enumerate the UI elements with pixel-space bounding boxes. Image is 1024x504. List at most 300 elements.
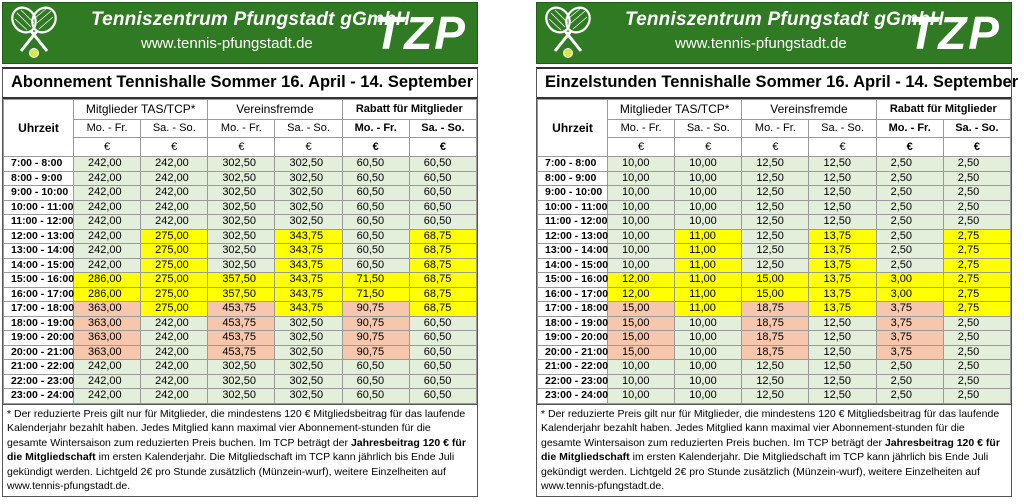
- price-cell: 3,00: [876, 287, 943, 302]
- time-slot: 15:00 - 16:00: [538, 273, 608, 288]
- price-cell: 12,50: [742, 215, 809, 230]
- table-row: [538, 215, 1011, 230]
- price-cell: 90,75: [342, 331, 409, 346]
- price-cell: 275,00: [141, 244, 208, 259]
- table-row: [4, 345, 477, 360]
- price-cell: 15,00: [608, 316, 675, 331]
- price-cell: 12,50: [809, 360, 876, 375]
- crossed-tennis-rackets-ball-icon: [7, 5, 61, 59]
- weekend-header: Sa. - So.: [275, 120, 342, 138]
- price-cell: 242,00: [141, 316, 208, 331]
- table-row: [4, 316, 477, 331]
- footnote-highlight: Jahresbeitrag 120 € für die Mitgliedschaft: [541, 436, 1000, 464]
- price-cell: 302,50: [208, 229, 275, 244]
- table-row: [538, 273, 1011, 288]
- footnote: [537, 404, 1011, 497]
- price-cell: 2,75: [943, 273, 1010, 288]
- price-cell: 18,75: [742, 345, 809, 360]
- time-slot: 19:00 - 20:00: [538, 331, 608, 346]
- price-cell: 11,00: [675, 302, 742, 317]
- time-slot: 9:00 - 10:00: [538, 186, 608, 201]
- table-row: [4, 389, 477, 404]
- price-cell: 12,00: [608, 273, 675, 288]
- table-row: [538, 316, 1011, 331]
- time-slot: 21:00 - 22:00: [4, 360, 74, 375]
- time-slot: 10:00 - 11:00: [538, 200, 608, 215]
- time-slot: 16:00 - 17:00: [4, 287, 74, 302]
- time-slot: 13:00 - 14:00: [4, 244, 74, 259]
- price-cell: 60,50: [409, 171, 476, 186]
- price-panel-subscription: [2, 2, 478, 502]
- price-cell: 18,75: [742, 302, 809, 317]
- price-cell: 302,50: [208, 389, 275, 404]
- sheet-title: Einzelstunden Tennishalle Sommer 16. April - 14. September: [537, 69, 1011, 99]
- table-row: [4, 273, 477, 288]
- price-cell: 363,00: [74, 316, 141, 331]
- weekday-header: Mo. - Fr.: [608, 120, 675, 138]
- price-cell: 453,75: [208, 345, 275, 360]
- footnote-highlight: Jahresbeitrag 120 € für die Mitgliedschaft: [7, 436, 466, 464]
- non-members-header: Vereinsfremde: [208, 100, 342, 120]
- price-cell: 242,00: [141, 389, 208, 404]
- discount-header: Rabatt für Mitglieder: [342, 100, 476, 120]
- time-slot: 12:00 - 13:00: [4, 229, 74, 244]
- price-cell: 3,75: [876, 302, 943, 317]
- weekend-header: Sa. - So.: [141, 120, 208, 138]
- price-cell: 302,50: [275, 200, 342, 215]
- price-cell: 2,50: [876, 360, 943, 375]
- price-cell: 12,50: [809, 374, 876, 389]
- price-cell: 12,50: [809, 331, 876, 346]
- weekend-header: Sa. - So.: [409, 120, 476, 138]
- price-cell: 2,50: [876, 200, 943, 215]
- price-cell: 10,00: [675, 316, 742, 331]
- price-cell: 302,50: [275, 157, 342, 172]
- price-cell: 10,00: [675, 215, 742, 230]
- price-cell: 12,50: [742, 157, 809, 172]
- price-cell: 13,75: [809, 258, 876, 273]
- price-cell: 2,50: [943, 200, 1010, 215]
- table-row: [4, 287, 477, 302]
- discount-header: Rabatt für Mitglieder: [876, 100, 1010, 120]
- price-cell: 60,50: [342, 258, 409, 273]
- crossed-tennis-rackets-ball-icon: [541, 5, 595, 59]
- price-cell: 302,50: [275, 316, 342, 331]
- currency-label: €: [74, 138, 141, 157]
- footnote-text: * Der reduzierte Preis gilt nur für Mitglieder, die mindestens 120 € Mitgliedsbeitrag für das laufende Kalenderjahr bezahlt haben. Jedes Mitglied kann maximal vier Abonnement-stunden für die gesamte Wintersaison zum reduzierten Preis buchen. Im TCP beträgt der: [7, 407, 466, 449]
- price-cell: 10,00: [675, 360, 742, 375]
- price-cell: 302,50: [275, 345, 342, 360]
- table-row: [4, 244, 477, 259]
- price-cell: 2,50: [876, 389, 943, 404]
- currency-label: €: [943, 138, 1010, 157]
- price-cell: 242,00: [74, 389, 141, 404]
- price-cell: 12,50: [742, 244, 809, 259]
- price-cell: 60,50: [342, 171, 409, 186]
- price-cell: 15,00: [742, 287, 809, 302]
- price-cell: 12,50: [809, 345, 876, 360]
- time-header: Uhrzeit: [4, 100, 74, 157]
- price-cell: 2,75: [943, 258, 1010, 273]
- table-row: [538, 186, 1011, 201]
- currency-label: €: [409, 138, 476, 157]
- price-cell: 242,00: [141, 171, 208, 186]
- price-cell: 2,50: [943, 171, 1010, 186]
- price-cell: 13,75: [809, 273, 876, 288]
- table-row: [538, 258, 1011, 273]
- time-slot: 11:00 - 12:00: [4, 215, 74, 230]
- time-slot: 18:00 - 19:00: [4, 316, 74, 331]
- table-row: [538, 287, 1011, 302]
- price-cell: 2,50: [876, 171, 943, 186]
- price-cell: 90,75: [342, 345, 409, 360]
- price-cell: 286,00: [74, 287, 141, 302]
- price-cell: 10,00: [675, 345, 742, 360]
- price-cell: 2,50: [876, 244, 943, 259]
- price-cell: 453,75: [208, 331, 275, 346]
- price-cell: 242,00: [141, 360, 208, 375]
- price-cell: 12,50: [742, 360, 809, 375]
- price-cell: 12,00: [608, 287, 675, 302]
- price-cell: 242,00: [141, 200, 208, 215]
- price-cell: 302,50: [208, 360, 275, 375]
- time-slot: 10:00 - 11:00: [4, 200, 74, 215]
- price-cell: 302,50: [275, 331, 342, 346]
- price-cell: 242,00: [74, 374, 141, 389]
- table-row: [4, 258, 477, 273]
- table-row: [4, 331, 477, 346]
- price-cell: 302,50: [208, 258, 275, 273]
- price-sheet: [536, 67, 1019, 497]
- price-cell: 60,50: [342, 244, 409, 259]
- price-cell: 343,75: [275, 273, 342, 288]
- price-cell: 68,75: [409, 273, 476, 288]
- price-cell: 302,50: [275, 389, 342, 404]
- club-abbreviation: TZP: [908, 7, 1001, 59]
- price-cell: 2,50: [943, 374, 1010, 389]
- price-cell: 2,50: [876, 374, 943, 389]
- price-cell: 3,75: [876, 316, 943, 331]
- time-slot: 23:00 - 24:00: [4, 389, 74, 404]
- table-row: [4, 215, 477, 230]
- currency-label: €: [208, 138, 275, 157]
- price-cell: 453,75: [208, 302, 275, 317]
- footnote-text: * Der reduzierte Preis gilt nur für Mitglieder, die mindestens 120 € Mitgliedsbeitrag für das laufende Kalenderjahr bezahlt haben. Jedes Mitglied kann maximal vier Abonnement-stunden für die gesamte Wintersaison zum reduzierten Preis buchen. Im TCP beträgt der: [541, 407, 1000, 449]
- price-cell: 302,50: [275, 215, 342, 230]
- price-cell: 302,50: [208, 374, 275, 389]
- table-row: [4, 374, 477, 389]
- price-cell: 71,50: [342, 273, 409, 288]
- price-cell: 60,50: [409, 200, 476, 215]
- weekday-header: Mo. - Fr.: [876, 120, 943, 138]
- price-cell: 12,50: [742, 374, 809, 389]
- table-row: [4, 229, 477, 244]
- price-cell: 242,00: [141, 186, 208, 201]
- price-panel-single-hours: [536, 2, 1019, 502]
- price-cell: 242,00: [74, 171, 141, 186]
- price-cell: 18,75: [742, 316, 809, 331]
- club-url: www.tennis-pfungstadt.de: [141, 35, 313, 52]
- price-cell: 242,00: [74, 186, 141, 201]
- non-members-header: Vereinsfremde: [742, 100, 876, 120]
- time-slot: 7:00 - 8:00: [538, 157, 608, 172]
- table-row: [4, 302, 477, 317]
- price-cell: 302,50: [208, 171, 275, 186]
- price-cell: 68,75: [409, 258, 476, 273]
- price-cell: 11,00: [675, 229, 742, 244]
- price-cell: 90,75: [342, 316, 409, 331]
- club-abbreviation: TZP: [374, 7, 467, 59]
- price-cell: 15,00: [742, 273, 809, 288]
- price-cell: 2,50: [943, 157, 1010, 172]
- currency-label: €: [876, 138, 943, 157]
- time-slot: 8:00 - 9:00: [538, 171, 608, 186]
- members-header: Mitglieder TAS/TCP*: [608, 100, 742, 120]
- price-cell: 10,00: [608, 258, 675, 273]
- club-url: www.tennis-pfungstadt.de: [675, 35, 847, 52]
- price-cell: 10,00: [608, 171, 675, 186]
- footnote-text: im ersten Kalenderjahr. Die Mitgliedschaft im TCP kann jährlich bis Ende Juli gekündigt werden. Lichtgeld 2€ pro Stunde zusätzlich (Münzein-wurf), weitere Einzelheiten auf www.tennis-pfungstadt.de.: [541, 451, 989, 493]
- price-cell: 275,00: [141, 273, 208, 288]
- currency-label: €: [275, 138, 342, 157]
- price-cell: 363,00: [74, 331, 141, 346]
- price-cell: 15,00: [608, 302, 675, 317]
- time-slot: 12:00 - 13:00: [538, 229, 608, 244]
- price-cell: 343,75: [275, 258, 342, 273]
- price-cell: 60,50: [342, 157, 409, 172]
- price-cell: 302,50: [208, 186, 275, 201]
- time-slot: 17:00 - 18:00: [538, 302, 608, 317]
- price-cell: 10,00: [608, 229, 675, 244]
- time-slot: 22:00 - 23:00: [538, 374, 608, 389]
- price-cell: 10,00: [608, 244, 675, 259]
- price-cell: 242,00: [74, 258, 141, 273]
- price-cell: 90,75: [342, 302, 409, 317]
- table-row: [538, 157, 1011, 172]
- price-cell: 242,00: [74, 215, 141, 230]
- price-cell: 60,50: [409, 331, 476, 346]
- price-cell: 302,50: [208, 200, 275, 215]
- table-row: [4, 157, 477, 172]
- price-cell: 15,00: [608, 345, 675, 360]
- price-cell: 12,50: [809, 389, 876, 404]
- price-cell: 12,50: [742, 389, 809, 404]
- price-cell: 11,00: [675, 287, 742, 302]
- time-slot: 17:00 - 18:00: [4, 302, 74, 317]
- price-cell: 302,50: [275, 171, 342, 186]
- price-cell: 242,00: [141, 345, 208, 360]
- weekday-header: Mo. - Fr.: [742, 120, 809, 138]
- price-cell: 60,50: [342, 215, 409, 230]
- price-cell: 10,00: [675, 374, 742, 389]
- price-cell: 10,00: [675, 200, 742, 215]
- price-cell: 12,50: [809, 171, 876, 186]
- table-row: [538, 345, 1011, 360]
- price-cell: 343,75: [275, 244, 342, 259]
- price-cell: 60,50: [342, 389, 409, 404]
- table-row: [538, 360, 1011, 375]
- price-cell: 2,75: [943, 287, 1010, 302]
- time-slot: 23:00 - 24:00: [538, 389, 608, 404]
- price-cell: 68,75: [409, 229, 476, 244]
- price-cell: 2,75: [943, 302, 1010, 317]
- price-cell: 60,50: [409, 316, 476, 331]
- price-cell: 453,75: [208, 316, 275, 331]
- price-cell: 68,75: [409, 287, 476, 302]
- price-cell: 68,75: [409, 302, 476, 317]
- table-row: [538, 171, 1011, 186]
- table-row: [4, 200, 477, 215]
- price-sheet: [2, 67, 478, 497]
- sheet-title: Abonnement Tennishalle Sommer 16. April - 14. September: [3, 69, 477, 99]
- price-cell: 18,75: [742, 331, 809, 346]
- price-cell: 2,50: [943, 186, 1010, 201]
- price-cell: 2,50: [943, 215, 1010, 230]
- price-cell: 2,50: [943, 331, 1010, 346]
- table-row: [4, 171, 477, 186]
- price-cell: 363,00: [74, 345, 141, 360]
- price-cell: 60,50: [409, 374, 476, 389]
- price-cell: 13,75: [809, 244, 876, 259]
- price-cell: 302,50: [208, 244, 275, 259]
- price-cell: 357,50: [208, 287, 275, 302]
- price-cell: 275,00: [141, 302, 208, 317]
- price-cell: 15,00: [608, 331, 675, 346]
- table-row: [538, 331, 1011, 346]
- price-cell: 2,50: [876, 229, 943, 244]
- price-cell: 13,75: [809, 287, 876, 302]
- table-row: [538, 374, 1011, 389]
- price-cell: 10,00: [675, 186, 742, 201]
- price-cell: 60,50: [409, 389, 476, 404]
- table-row: [538, 302, 1011, 317]
- table-row: [538, 244, 1011, 259]
- price-cell: 12,50: [742, 171, 809, 186]
- price-table: [3, 99, 477, 404]
- footnote-text: im ersten Kalenderjahr. Die Mitgliedschaft im TCP kann jährlich bis Ende Juli gekündigt werden. Lichtgeld 2€ pro Stunde zusätzlich (Münzein-wurf), weitere Einzelheiten auf www.tennis-pfungstadt.de.: [7, 451, 455, 493]
- table-row: [4, 360, 477, 375]
- currency-label: €: [342, 138, 409, 157]
- price-cell: 12,50: [809, 316, 876, 331]
- price-cell: 10,00: [675, 331, 742, 346]
- price-cell: 2,50: [943, 360, 1010, 375]
- time-slot: 8:00 - 9:00: [4, 171, 74, 186]
- footnote: [3, 404, 477, 497]
- time-slot: 11:00 - 12:00: [538, 215, 608, 230]
- time-slot: 9:00 - 10:00: [4, 186, 74, 201]
- price-cell: 242,00: [74, 157, 141, 172]
- price-cell: 12,50: [742, 186, 809, 201]
- price-cell: 10,00: [608, 215, 675, 230]
- price-cell: 302,50: [275, 186, 342, 201]
- price-cell: 302,50: [275, 360, 342, 375]
- time-slot: 18:00 - 19:00: [538, 316, 608, 331]
- price-cell: 2,75: [943, 244, 1010, 259]
- table-row: [4, 186, 477, 201]
- currency-label: €: [608, 138, 675, 157]
- price-cell: 363,00: [74, 302, 141, 317]
- price-cell: 242,00: [141, 157, 208, 172]
- price-cell: 3,75: [876, 331, 943, 346]
- club-name: Tenniszentrum Pfungstadt gGmbH: [91, 9, 410, 30]
- weekend-header: Sa. - So.: [943, 120, 1010, 138]
- price-cell: 242,00: [74, 200, 141, 215]
- time-slot: 19:00 - 20:00: [4, 331, 74, 346]
- currency-label: €: [809, 138, 876, 157]
- price-cell: 343,75: [275, 287, 342, 302]
- price-cell: 11,00: [675, 258, 742, 273]
- price-cell: 60,50: [342, 229, 409, 244]
- price-cell: 242,00: [141, 331, 208, 346]
- club-banner: [2, 2, 478, 64]
- weekday-header: Mo. - Fr.: [342, 120, 409, 138]
- price-cell: 2,50: [943, 316, 1010, 331]
- price-cell: 11,00: [675, 273, 742, 288]
- price-cell: 2,50: [876, 186, 943, 201]
- time-slot: 7:00 - 8:00: [4, 157, 74, 172]
- price-table: [537, 99, 1011, 404]
- price-cell: 2,50: [943, 345, 1010, 360]
- price-cell: 10,00: [675, 171, 742, 186]
- price-cell: 302,50: [208, 157, 275, 172]
- price-cell: 60,50: [409, 157, 476, 172]
- price-cell: 10,00: [608, 200, 675, 215]
- table-row: [538, 229, 1011, 244]
- table-row: [538, 200, 1011, 215]
- time-slot: 13:00 - 14:00: [538, 244, 608, 259]
- price-cell: 10,00: [608, 157, 675, 172]
- price-cell: 12,50: [742, 229, 809, 244]
- price-cell: 71,50: [342, 287, 409, 302]
- time-slot: 16:00 - 17:00: [538, 287, 608, 302]
- weekday-header: Mo. - Fr.: [74, 120, 141, 138]
- price-cell: 242,00: [74, 244, 141, 259]
- currency-label: €: [742, 138, 809, 157]
- price-cell: 11,00: [675, 244, 742, 259]
- price-cell: 275,00: [141, 229, 208, 244]
- price-cell: 60,50: [409, 186, 476, 201]
- club-banner: [536, 2, 1012, 64]
- price-cell: 10,00: [675, 157, 742, 172]
- time-slot: 21:00 - 22:00: [538, 360, 608, 375]
- price-cell: 60,50: [342, 200, 409, 215]
- price-cell: 2,75: [943, 229, 1010, 244]
- price-cell: 275,00: [141, 258, 208, 273]
- price-cell: 12,50: [809, 200, 876, 215]
- price-cell: 242,00: [141, 215, 208, 230]
- price-cell: 10,00: [675, 389, 742, 404]
- price-cell: 2,50: [943, 389, 1010, 404]
- price-cell: 3,00: [876, 273, 943, 288]
- time-slot: 20:00 - 21:00: [4, 345, 74, 360]
- time-slot: 20:00 - 21:00: [538, 345, 608, 360]
- currency-label: €: [141, 138, 208, 157]
- members-header: Mitglieder TAS/TCP*: [74, 100, 208, 120]
- price-cell: 60,50: [409, 360, 476, 375]
- price-cell: 302,50: [208, 215, 275, 230]
- price-cell: 242,00: [74, 229, 141, 244]
- weekend-header: Sa. - So.: [675, 120, 742, 138]
- price-cell: 13,75: [809, 229, 876, 244]
- price-cell: 60,50: [409, 345, 476, 360]
- price-cell: 2,50: [876, 215, 943, 230]
- price-cell: 242,00: [141, 374, 208, 389]
- weekday-header: Mo. - Fr.: [208, 120, 275, 138]
- price-cell: 242,00: [74, 360, 141, 375]
- time-slot: 15:00 - 16:00: [4, 273, 74, 288]
- price-cell: 10,00: [608, 360, 675, 375]
- currency-label: €: [675, 138, 742, 157]
